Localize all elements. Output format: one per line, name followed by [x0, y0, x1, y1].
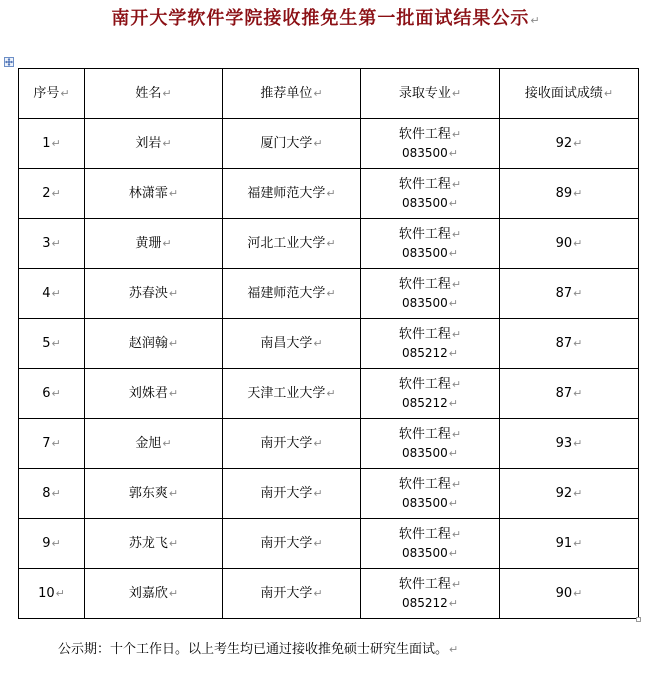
major-code: 083500: [401, 245, 448, 260]
student-name: 刘姝君: [128, 386, 168, 401]
row-number-cell: [19, 119, 85, 169]
cell-mark-icon: ↵: [451, 477, 462, 491]
table-row: [19, 119, 639, 169]
cell-mark-icon: ↵: [51, 437, 61, 450]
paragraph-mark-icon: ↵: [530, 14, 541, 27]
cell-mark-icon: ↵: [451, 87, 462, 100]
student-name: 金旭: [135, 436, 162, 451]
cell-mark-icon: ↵: [51, 287, 61, 300]
row-number: 6: [42, 386, 51, 401]
cell-mark-icon: ↵: [451, 127, 462, 141]
cell-mark-icon: ↵: [168, 187, 179, 200]
student-name-cell: [85, 319, 223, 369]
table-row: [19, 469, 639, 519]
cell-mark-icon: ↵: [573, 587, 583, 600]
major-code: 085212: [401, 395, 448, 410]
major-code: 083500: [401, 195, 448, 210]
cell-mark-icon: ↵: [448, 346, 459, 360]
cell-mark-icon: ↵: [448, 596, 459, 610]
cell-mark-icon: ↵: [55, 587, 65, 600]
recommending-school-cell: [223, 369, 361, 419]
recommending-school-cell: [223, 519, 361, 569]
interview-score: 93: [555, 436, 573, 451]
student-name-cell: [85, 569, 223, 619]
student-name-cell: [85, 269, 223, 319]
row-number-cell: [19, 369, 85, 419]
table-row: [19, 519, 639, 569]
row-number-cell: [19, 219, 85, 269]
table-header-row: [19, 69, 639, 119]
table-row: [19, 219, 639, 269]
admitted-major-cell: [361, 519, 500, 569]
cell-mark-icon: ↵: [573, 287, 583, 300]
cell-mark-icon: ↵: [60, 87, 70, 100]
admitted-major-cell: [361, 119, 500, 169]
cell-mark-icon: ↵: [51, 237, 61, 250]
recommending-school-cell: [223, 319, 361, 369]
cell-mark-icon: ↵: [313, 587, 323, 600]
row-number: 2: [42, 186, 51, 201]
student-name-cell: [85, 119, 223, 169]
major-code: 083500: [401, 145, 448, 160]
cell-mark-icon: ↵: [451, 377, 462, 391]
interview-score: 90: [555, 236, 573, 251]
row-number: 10: [38, 586, 55, 601]
major-name: 软件工程: [398, 576, 451, 592]
major-name: 软件工程: [398, 326, 451, 342]
row-number: 8: [42, 486, 51, 501]
row-number: 1: [42, 136, 51, 151]
recommending-school: 厦门大学: [260, 136, 313, 151]
recommending-school-cell: [223, 269, 361, 319]
recommending-school-cell: [223, 169, 361, 219]
admitted-major-cell: [361, 469, 500, 519]
cell-mark-icon: ↵: [451, 427, 462, 441]
recommending-school: 天津工业大学: [247, 386, 326, 401]
major-name: 软件工程: [398, 276, 451, 292]
cell-mark-icon: ↵: [451, 177, 462, 191]
header-cell: [500, 69, 639, 119]
major-code: 083500: [401, 295, 448, 310]
cell-mark-icon: ↵: [448, 396, 459, 410]
cell-mark-icon: ↵: [451, 577, 462, 591]
admitted-major-cell: [361, 419, 500, 469]
header-cell: [223, 69, 361, 119]
cell-mark-icon: ↵: [168, 387, 179, 400]
table-row: [19, 369, 639, 419]
recommending-school: 福建师范大学: [247, 186, 326, 201]
recommending-school-cell: [223, 469, 361, 519]
cell-mark-icon: ↵: [573, 437, 583, 450]
interview-score: 92: [555, 486, 573, 501]
recommending-school: 南开大学: [260, 486, 313, 501]
major-name: 软件工程: [398, 476, 451, 492]
major-name: 软件工程: [398, 376, 451, 392]
row-number-cell: [19, 419, 85, 469]
cell-mark-icon: ↵: [448, 296, 459, 310]
cell-mark-icon: ↵: [326, 387, 336, 400]
cell-mark-icon: ↵: [448, 546, 459, 560]
student-name-cell: [85, 469, 223, 519]
interview-score: 87: [555, 286, 573, 301]
cell-mark-icon: ↵: [162, 137, 172, 150]
major-name: 软件工程: [398, 126, 451, 142]
cell-mark-icon: ↵: [313, 337, 323, 350]
student-name: 林潇霏: [128, 186, 168, 201]
student-name: 苏春泱: [128, 286, 168, 301]
table-move-handle-icon[interactable]: [4, 57, 14, 67]
admitted-major-cell: [361, 369, 500, 419]
cell-mark-icon: ↵: [573, 387, 583, 400]
footnote-text: 公示期：十个工作日。以上考生均已通过接收推免硕士研究生面试。: [58, 642, 449, 657]
cell-mark-icon: ↵: [448, 496, 459, 510]
recommending-school: 南昌大学: [260, 336, 313, 351]
publicity-note: [58, 638, 458, 657]
table-resize-handle[interactable]: [636, 617, 641, 622]
cell-mark-icon: ↵: [451, 277, 462, 291]
cell-mark-icon: ↵: [573, 137, 583, 150]
row-number: 5: [42, 336, 51, 351]
student-name: 黄珊: [135, 236, 162, 251]
title-text: 南开大学软件学院接收推免生第一批面试结果公示: [111, 8, 530, 29]
cell-mark-icon: ↵: [51, 137, 61, 150]
cell-mark-icon: ↵: [168, 587, 179, 600]
interview-score-cell: [500, 419, 639, 469]
interview-score: 89: [555, 186, 573, 201]
cell-mark-icon: ↵: [313, 437, 323, 450]
interview-score-cell: [500, 269, 639, 319]
student-name-cell: [85, 519, 223, 569]
interview-score-cell: [500, 219, 639, 269]
student-name-cell: [85, 219, 223, 269]
interview-score: 87: [555, 386, 573, 401]
row-number: 9: [42, 536, 51, 551]
interview-score-cell: [500, 119, 639, 169]
major-name: 软件工程: [398, 526, 451, 542]
interview-score: 92: [555, 136, 573, 151]
table-row: [19, 319, 639, 369]
cell-mark-icon: ↵: [51, 537, 61, 550]
admitted-major-cell: [361, 569, 500, 619]
student-name: 刘岩: [135, 136, 162, 151]
interview-score-cell: [500, 169, 639, 219]
admitted-major-cell: [361, 169, 500, 219]
row-number-cell: [19, 519, 85, 569]
student-name-cell: [85, 169, 223, 219]
recommending-school: 福建师范大学: [247, 286, 326, 301]
student-name-cell: [85, 369, 223, 419]
page-title: [0, 4, 652, 30]
cell-mark-icon: ↵: [162, 87, 172, 100]
row-number-cell: [19, 319, 85, 369]
admitted-major-cell: [361, 219, 500, 269]
cell-mark-icon: ↵: [573, 237, 583, 250]
cell-mark-icon: ↵: [326, 237, 336, 250]
row-number-cell: [19, 469, 85, 519]
row-number: 4: [42, 286, 51, 301]
cell-mark-icon: ↵: [162, 237, 172, 250]
cell-mark-icon: ↵: [448, 196, 459, 210]
interview-score: 87: [555, 336, 573, 351]
major-code: 085212: [401, 345, 448, 360]
interview-score-cell: [500, 469, 639, 519]
cell-mark-icon: ↵: [168, 487, 179, 500]
interview-score-cell: [500, 369, 639, 419]
major-code: 083500: [401, 545, 448, 560]
cell-mark-icon: ↵: [573, 187, 583, 200]
interview-score: 90: [555, 586, 573, 601]
paragraph-mark-icon: ↵: [449, 643, 459, 656]
major-name: 软件工程: [398, 176, 451, 192]
student-name: 郭东爽: [128, 486, 168, 501]
cell-mark-icon: ↵: [313, 87, 323, 100]
major-code: 083500: [401, 495, 448, 510]
cell-mark-icon: ↵: [451, 527, 462, 541]
cell-mark-icon: ↵: [448, 246, 459, 260]
cell-mark-icon: ↵: [168, 337, 179, 350]
cell-mark-icon: ↵: [51, 337, 61, 350]
cell-mark-icon: ↵: [168, 537, 179, 550]
header-label: 推荐单位: [260, 86, 313, 101]
student-name: 赵润翰: [128, 336, 168, 351]
admitted-major-cell: [361, 269, 500, 319]
results-table: [18, 68, 639, 619]
cell-mark-icon: ↵: [573, 487, 583, 500]
row-number: 3: [42, 236, 51, 251]
table-row: [19, 419, 639, 469]
cell-mark-icon: ↵: [313, 487, 323, 500]
cell-mark-icon: ↵: [451, 227, 462, 241]
header-cell: [361, 69, 500, 119]
cell-mark-icon: ↵: [313, 537, 323, 550]
cell-mark-icon: ↵: [162, 437, 172, 450]
student-name: 刘嘉欣: [128, 586, 168, 601]
header-cell: [85, 69, 223, 119]
recommending-school-cell: [223, 119, 361, 169]
table-row: [19, 569, 639, 619]
recommending-school: 河北工业大学: [247, 236, 326, 251]
header-label: 序号: [33, 86, 60, 101]
recommending-school: 南开大学: [260, 436, 313, 451]
recommending-school: 南开大学: [260, 586, 313, 601]
admitted-major-cell: [361, 319, 500, 369]
cell-mark-icon: ↵: [451, 327, 462, 341]
interview-score-cell: [500, 319, 639, 369]
header-label: 接收面试成绩: [524, 86, 603, 101]
cell-mark-icon: ↵: [313, 137, 323, 150]
recommending-school: 南开大学: [260, 536, 313, 551]
row-number-cell: [19, 569, 85, 619]
cell-mark-icon: ↵: [448, 146, 459, 160]
major-name: 软件工程: [398, 226, 451, 242]
interview-score: 91: [555, 536, 573, 551]
interview-score-cell: [500, 519, 639, 569]
cell-mark-icon: ↵: [603, 87, 614, 100]
table-row: [19, 169, 639, 219]
major-name: 软件工程: [398, 426, 451, 442]
row-number: 7: [42, 436, 51, 451]
student-name-cell: [85, 419, 223, 469]
header-cell: [19, 69, 85, 119]
cell-mark-icon: ↵: [51, 487, 61, 500]
recommending-school-cell: [223, 419, 361, 469]
cell-mark-icon: ↵: [326, 187, 336, 200]
table-row: [19, 269, 639, 319]
header-label: 姓名: [135, 86, 162, 101]
cell-mark-icon: ↵: [448, 446, 459, 460]
major-code: 085212: [401, 595, 448, 610]
student-name: 苏龙飞: [128, 536, 168, 551]
cell-mark-icon: ↵: [326, 287, 336, 300]
row-number-cell: [19, 169, 85, 219]
recommending-school-cell: [223, 219, 361, 269]
recommending-school-cell: [223, 569, 361, 619]
header-label: 录取专业: [398, 86, 451, 101]
interview-score-cell: [500, 569, 639, 619]
cell-mark-icon: ↵: [51, 187, 61, 200]
major-code: 083500: [401, 445, 448, 460]
cell-mark-icon: ↵: [573, 337, 583, 350]
cell-mark-icon: ↵: [573, 537, 583, 550]
cell-mark-icon: ↵: [51, 387, 61, 400]
cell-mark-icon: ↵: [168, 287, 179, 300]
row-number-cell: [19, 269, 85, 319]
